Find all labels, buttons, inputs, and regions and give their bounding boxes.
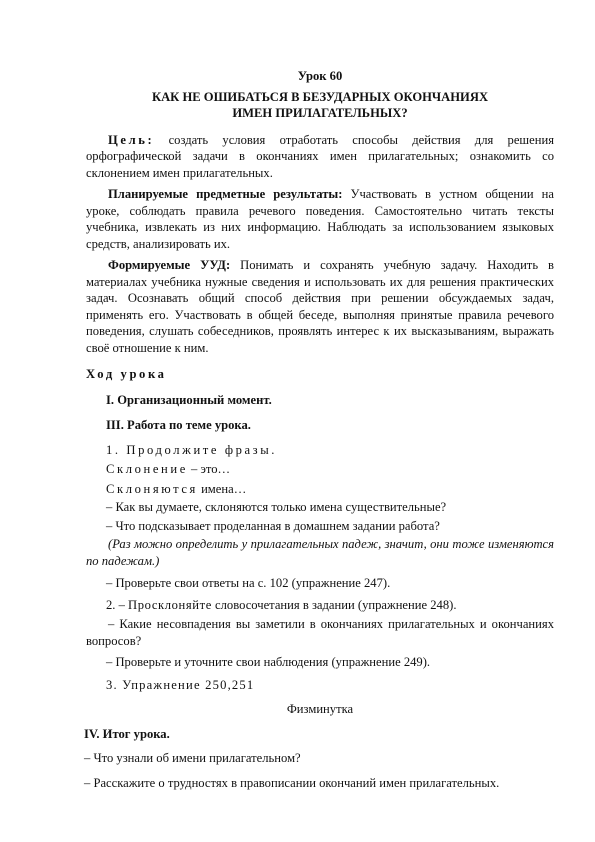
declension-label: Склонение — [106, 462, 188, 476]
question-1: – Как вы думаете, склоняются только имена существительные? — [106, 500, 447, 514]
section-3: III. Работа по теме урока. — [106, 418, 251, 432]
document-content — [86, 68, 554, 791]
declension-rest: – это… — [187, 462, 231, 476]
item-2 — [106, 597, 554, 614]
goal-label: Цель: — [108, 132, 155, 147]
lesson-title-line2: ИМЕН ПРИЛАГАТЕЛЬНЫХ? — [232, 106, 408, 120]
course-heading: Ход урока — [86, 367, 167, 381]
declined-line — [106, 481, 554, 498]
item-2-prefix: 2. – — [106, 597, 129, 612]
note: (Раз можно определить у прилагательных падеж, значит, они тоже изменяются по падежам.) — [86, 537, 554, 568]
results-paragraph — [86, 186, 554, 252]
lesson-number: Урок 60 — [297, 69, 343, 83]
declined-label: Склоняются — [106, 481, 198, 496]
uud-text: Понимать и сохранять учебную задачу. Находить в материалах учебника нужные сведения и использовать их для решения практических задач. Осознавать общий способ действия при решении обсуждаемых задач, применять его. Участвовать в общей беседе, выполняя принятые правила речевого поведения, слушать собеседников, проявлять интерес к их высказываниям, выражать своё отношение к ним. — [86, 258, 554, 355]
goal-paragraph — [86, 132, 554, 182]
final-question-2: – Расскажите о трудностях в правописании окончаний имен прилагательных. — [84, 775, 500, 790]
results-label: Планируемые предметные результаты: — [108, 187, 343, 201]
goal-text: создать условия отработать способы действия для решения орфографической задачи в окончаниях имен прилагательных; ознакомить со склонением имен прилагательных. — [86, 132, 554, 180]
section-4: IV. Итог урока. — [84, 726, 170, 741]
item-2-rest: словосочетания в задании (упражнение 248). — [211, 597, 457, 612]
section-1: I. Организационный момент. — [106, 392, 272, 407]
check-1: – Проверьте свои ответы на с. 102 (упражнение 247). — [106, 576, 391, 590]
item-2-spaced: Просклоняйте — [128, 597, 212, 612]
declined-rest: имена… — [197, 481, 247, 496]
item-3: 3. Упражнение 250,251 — [106, 677, 255, 692]
question-3: – Какие несовпадения вы заметили в окончаниях прилагательных и окончаниях вопросов? — [86, 617, 554, 648]
item-1: 1. Продолжите фразы. — [106, 442, 278, 457]
final-question-1: – Что узнали об имени прилагательном? — [84, 751, 301, 765]
lesson-title-line1: КАК НЕ ОШИБАТЬСЯ В БЕЗУДАРНЫХ ОКОНЧАНИЯХ — [151, 89, 489, 104]
declension-line — [106, 461, 554, 478]
results-text: Участвовать в устном общении на уроке, соблюдать правила речевого поведения. Самостоятельно читать тексты учебника, извлекать из них информацию. Наблюдать за использованием языковых средств, анализировать их. — [86, 187, 554, 251]
fizminutka: Физминутка — [286, 702, 354, 716]
uud-label: Формируемые УУД: — [108, 258, 231, 272]
check-2: – Проверьте и уточните свои наблюдения (упражнение 249). — [106, 655, 431, 669]
uud-paragraph — [86, 257, 554, 356]
question-2: – Что подсказывает проделанная в домашнем задании работа? — [106, 518, 440, 533]
